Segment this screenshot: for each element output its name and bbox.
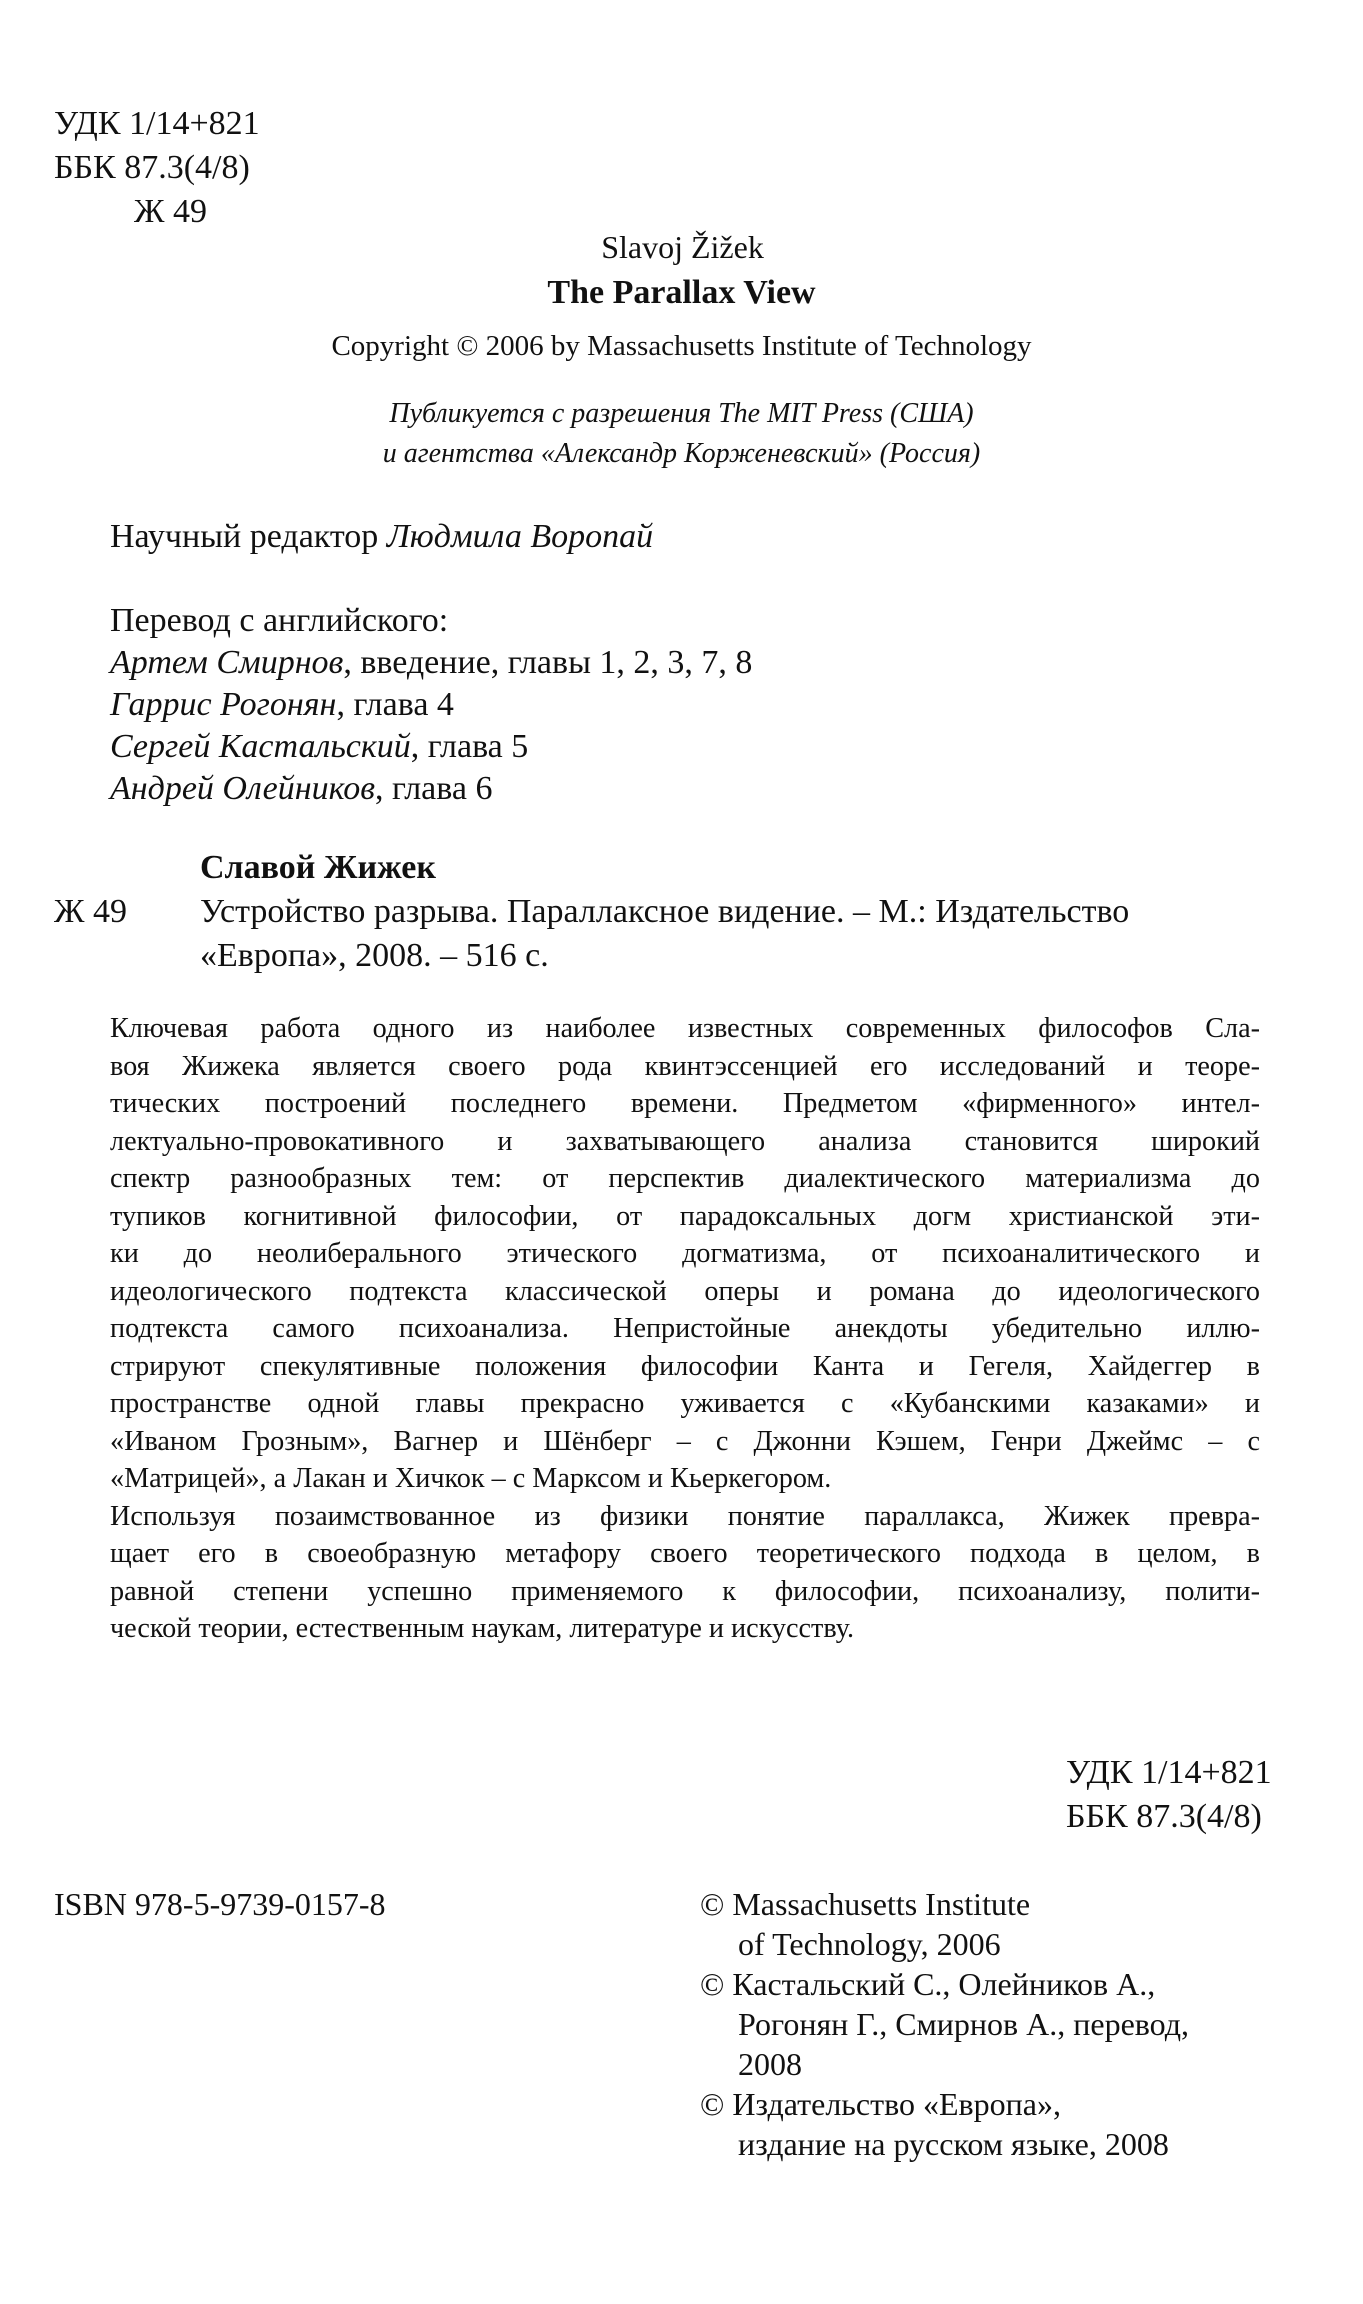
abstract-line: «Матрицей», а Лакан и Хичкок – с Марксом и Кьеркегором. bbox=[110, 1463, 832, 1494]
abstract-line: пространстве одной главы прекрасно уживается с «Кубанскими казаками» и bbox=[110, 1388, 1260, 1419]
translators-block bbox=[110, 600, 752, 810]
udk-code: УДК 1/14+821 bbox=[1066, 1754, 1272, 1791]
original-copyright: Copyright © 2006 by Massachusetts Institute of Technology bbox=[331, 330, 1032, 362]
abstract-line: спектр разнообразных тем: от перспектив диалектического материализма до bbox=[110, 1163, 1260, 1194]
translator-line bbox=[110, 768, 752, 810]
bibliographic-author: Славой Жижек bbox=[200, 849, 436, 886]
bbk-code: ББК 87.3(4/8) bbox=[54, 149, 250, 186]
copyright-translators-line-3: 2008 bbox=[738, 2046, 802, 2082]
translator-name: Артем Смирнов bbox=[110, 644, 344, 681]
translator-part: , глава 4 bbox=[336, 686, 454, 723]
abstract bbox=[110, 1010, 1260, 1648]
translator-line bbox=[110, 726, 752, 768]
scientific-editor bbox=[110, 516, 653, 558]
abstract-line: «Иваном Грозным», Вагнер и Шёнберг – с Джонни Кэшем, Генри Джеймс – с bbox=[110, 1425, 1260, 1457]
copyright-publisher-line-1: © Издательство «Европа», bbox=[700, 2086, 1061, 2122]
copyright-translators-line-2: Рогонян Г., Смирнов А., перевод, bbox=[738, 2006, 1190, 2042]
abstract-line: стрируют спекулятивные положения философии Канта и Гегеля, Хайдеггер в bbox=[110, 1350, 1260, 1382]
original-edition-block bbox=[0, 226, 1363, 374]
translator-part: , глава 5 bbox=[410, 728, 529, 765]
copyright-publisher-line-2: издание на русском языке, 2008 bbox=[738, 2126, 1169, 2162]
translation-heading: Перевод с английского: bbox=[110, 602, 449, 639]
translator-name: Андрей Олейников bbox=[110, 770, 375, 807]
bibliographic-line-2: «Европа», 2008. – 516 с. bbox=[200, 937, 549, 974]
copyright-mit-line-1: © Massachusetts Institute bbox=[700, 1886, 1031, 1922]
editor-role: Научный редактор bbox=[110, 518, 387, 555]
original-author: Slavoj Žižek bbox=[601, 229, 764, 265]
original-title: The Parallax View bbox=[547, 274, 816, 311]
abstract-line: Используя позаимствованное из физики понятие параллакса, Жижек превра- bbox=[110, 1500, 1260, 1532]
classification-codes-top bbox=[54, 102, 260, 234]
author-mark: Ж 49 bbox=[134, 193, 207, 230]
abstract-line: идеологического подтекста классической оперы и романа до идеологического bbox=[110, 1275, 1260, 1307]
abstract-line: подтекста самого психоанализа. Непристойные анекдоты убедительно иллю- bbox=[110, 1313, 1260, 1344]
abstract-line: тупиков когнитивной философии, от парадоксальных догм христианской эти- bbox=[110, 1200, 1260, 1232]
classification-codes-bottom bbox=[1066, 1751, 1272, 1839]
abstract-line: ки до неолиберального этического догматизма, от психоаналитического и bbox=[110, 1238, 1260, 1269]
publication-notice-line-1: Публикуется с разрешения The MIT Press (США) bbox=[389, 398, 974, 429]
copyright-mit-line-2: of Technology, 2006 bbox=[738, 1926, 1001, 1962]
bibliographic-line-1 bbox=[54, 890, 1129, 934]
translator-name: Сергей Кастальский bbox=[110, 728, 411, 765]
isbn: ISBN 978-5-9739-0157-8 bbox=[54, 1886, 386, 1922]
publication-notice bbox=[0, 394, 1363, 474]
translator-name: Гаррис Рогонян bbox=[110, 686, 337, 723]
bbk-code: ББК 87.3(4/8) bbox=[1066, 1798, 1262, 1835]
abstract-line: равной степени успешно применяемого к философии, психоанализу, полити- bbox=[110, 1575, 1260, 1607]
bibliographic-record bbox=[54, 846, 1129, 978]
abstract-line: щает его в своеобразную метафору своего теоретического подхода в целом, в bbox=[110, 1538, 1260, 1569]
bibliographic-title: Устройство разрыва. Параллаксное видение. – М.: Издательство bbox=[200, 893, 1130, 930]
translator-line bbox=[110, 684, 752, 726]
abstract-line: ческой теории, естественным наукам, литературе и искусству. bbox=[110, 1613, 855, 1644]
copyright-notices bbox=[700, 1884, 1189, 2164]
bibliographic-code: Ж 49 bbox=[54, 893, 127, 930]
publication-notice-line-2: и агентства «Александр Корженевский» (Россия) bbox=[382, 438, 981, 469]
translator-part: , глава 6 bbox=[374, 770, 493, 807]
copyright-translators-line-1: © Кастальский С., Олейников А., bbox=[700, 1966, 1156, 2002]
editor-name: Людмила Воропай bbox=[386, 518, 654, 555]
abstract-line: воя Жижека является своего рода квинтэссенцией его исследований и теоре- bbox=[110, 1050, 1260, 1082]
abstract-line: тических построений последнего времени. Предметом «фирменного» интел- bbox=[110, 1088, 1260, 1119]
abstract-line: Ключевая работа одного из наиболее известных современных философов Сла- bbox=[110, 1013, 1260, 1044]
udk-code: УДК 1/14+821 bbox=[54, 105, 260, 142]
translator-part: , введение, главы 1, 2, 3, 7, 8 bbox=[343, 644, 753, 681]
abstract-line: лектуально-провокативного и захватывающего анализа становится широкий bbox=[110, 1125, 1260, 1157]
translator-line bbox=[110, 642, 752, 684]
